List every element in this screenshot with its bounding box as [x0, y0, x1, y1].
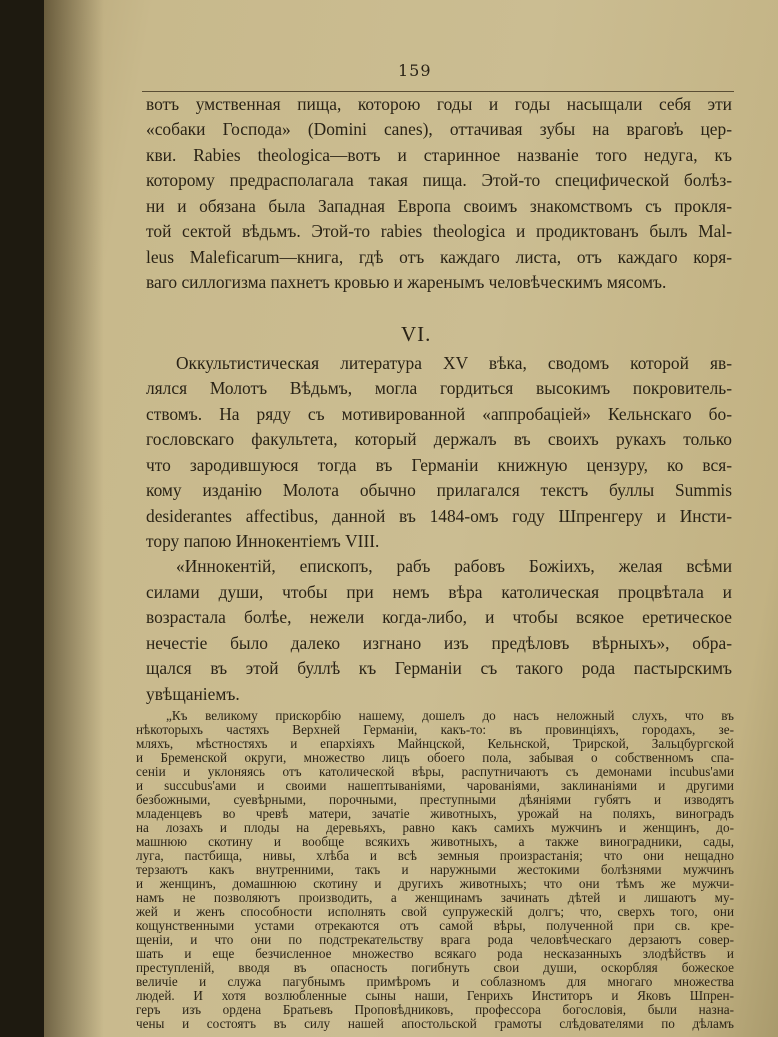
quote-line: и Бременской округи, множество лицъ обоего пола, забывая о собственномъ спа- [136, 750, 734, 765]
text-line: ваго силлогизма пахнетъ кровью и жаренымъ человѣческимъ мясомъ. [146, 272, 667, 292]
book-page [44, 0, 778, 1037]
quote-line: безбожными, суевѣрными, порочными, преступными дѣяніями губятъ и изводятъ [136, 792, 734, 807]
text-line: лялся Молотъ Вѣдьмъ, могла гордиться высокимъ покровитель- [146, 378, 732, 398]
text-line: тору папою Иннокентіемъ VIII. [146, 531, 380, 551]
quote-line: щеніи, и что они по подстрекательству врага рода человѣческаго дерзаютъ совер- [136, 932, 734, 947]
text-line: увѣщаніемъ. [146, 684, 240, 704]
quote-line: жей и женъ способности исполнять свой супружескій долгъ; что, сверхъ того, они [136, 904, 734, 919]
page-gutter-shadow [44, 0, 104, 1037]
quote-line: мляхъ, мѣстностяхъ и епархіяхъ Майнцской, Кельнской, Трирской, Зальцбургской [136, 736, 734, 751]
text-line: нечестіе было далеко изгнано изъ предѣловъ вѣрныхъ», обра- [146, 633, 732, 653]
text-line: кому изданію Молота обычно прилагался текстъ буллы Summis [146, 480, 732, 500]
text-line: силами души, чтобы при немъ вѣра католическая процвѣтала и [146, 582, 732, 602]
quote-line: людей. И хотя возлюбленные сыны наши, Генрихъ Инститоръ и Яковъ Шпрен- [136, 988, 734, 1003]
text-line: щался въ этой буллѣ къ Германіи съ такого рода пастырскимъ [146, 658, 732, 678]
quote-line: и женщинъ, домашнюю скотину и другихъ животныхъ; что они тѣмъ же мужчи- [136, 876, 734, 891]
quote-line: чены и состоятъ въ силу нашей апостольской грамоты слѣдователями по дѣламъ [136, 1016, 734, 1031]
quote-line: сеніи и уклоняясь отъ католической вѣры, распутничаютъ съ демонами incubus'ами [136, 764, 734, 779]
quote-line: нѣкоторыхъ частяхъ Верхней Германіи, какъ-то: въ провинціяхъ, городахъ, зе- [136, 722, 734, 737]
text-line: гословскаго факультета, который держалъ въ своихъ рукахъ только [146, 429, 732, 449]
quote-line: преступленій, вводя въ опасность погибнуть свои души, оскорбляя божеское [136, 960, 734, 975]
quote-line: на лозахъ и плоды на деревьяхъ, равно какъ самихъ мужчинъ и женщинъ, до- [136, 820, 734, 835]
text-line: что зародившуюся тогда въ Германіи книжную цензуру, ко вся- [146, 455, 732, 475]
text-line: «Иннокентій, епископъ, рабъ рабовъ Божіихъ, желая всѣми [176, 556, 732, 576]
quote-line: кощунственными устами отрекаются отъ самой вѣры, полученной при св. кре- [136, 918, 734, 933]
text-line: той сектой вѣдьмъ. Этой-то rabies theologica и продиктованъ былъ Mal- [146, 221, 732, 241]
text-line: leus Maleficarum—книга, гдѣ отъ каждаго листа, отъ каждаго коря- [146, 247, 732, 267]
text-line: кви. Rabies theologica—вотъ и старинное названіе того недуга, къ [146, 145, 732, 165]
quote-line: „Къ великому прискорбію нашему, дошелъ до насъ неложный слухъ, что въ [166, 708, 734, 723]
quote-line: намъ не позволяютъ производить, а женщинамъ зачинать дѣтей и лишаютъ му- [136, 890, 734, 905]
quote-line: младенцевъ во чревѣ матери, зачатіе животныхъ, урожай на поляхъ, виноградъ [136, 806, 734, 821]
quote-line: луга, пастбища, нивы, хлѣба и всѣ земныя произрастанія; что они нещадно [136, 848, 734, 863]
quote-line: машнюю скотину и вообще всякихъ животныхъ, а также виноградники, сады, [136, 834, 734, 849]
quote-line: величіе и служа пагубнымъ примѣромъ и соблазномъ для многаго множества [136, 974, 734, 989]
text-line: вотъ умственная пища, которою годы и годы насыщали себя эти [146, 94, 732, 114]
text-line: Оккультистическая литература XV вѣка, сводомъ которой яв- [176, 353, 732, 373]
quote-line: геръ изъ ордена Братьевъ Проповѣдниковъ, профессора богословія, были назна- [136, 1002, 734, 1017]
quote-line: и succubus'ами и своими нашептываніями, чарованіями, заклинаніями и другими [136, 778, 734, 793]
section-heading: VI. [401, 322, 432, 346]
header-rule [142, 91, 734, 92]
quote-line: терзаютъ какъ внутренними, такъ и наружными жестокими болѣзнями мужчинъ [136, 862, 734, 877]
text-line: ствомъ. На ряду съ мотивированной «аппробаціей» Кельнскаго бо- [146, 404, 732, 424]
page-number: 159 [398, 61, 432, 80]
quote-line: шать и еще безчисленное множество всякаго рода несказанныхъ злодѣйствъ и [136, 946, 734, 961]
text-line: desiderantes affectibus, данной въ 1484-омъ году Шпренгеру и Инсти- [146, 506, 732, 526]
text-line: ни и обязана была Западная Европа своимъ знакомствомъ съ прокля- [146, 196, 732, 216]
text-line: «собаки Господа» (Domini canes), оттачивая зубы на врагов̕ъ цер- [146, 119, 732, 139]
text-line: возрастала болѣе, нежели когда-либо, и чтобы всякое еретическое [146, 607, 732, 627]
text-line: которому предрасполагала такая пища. Этой-то специфической болѣз- [146, 170, 732, 190]
